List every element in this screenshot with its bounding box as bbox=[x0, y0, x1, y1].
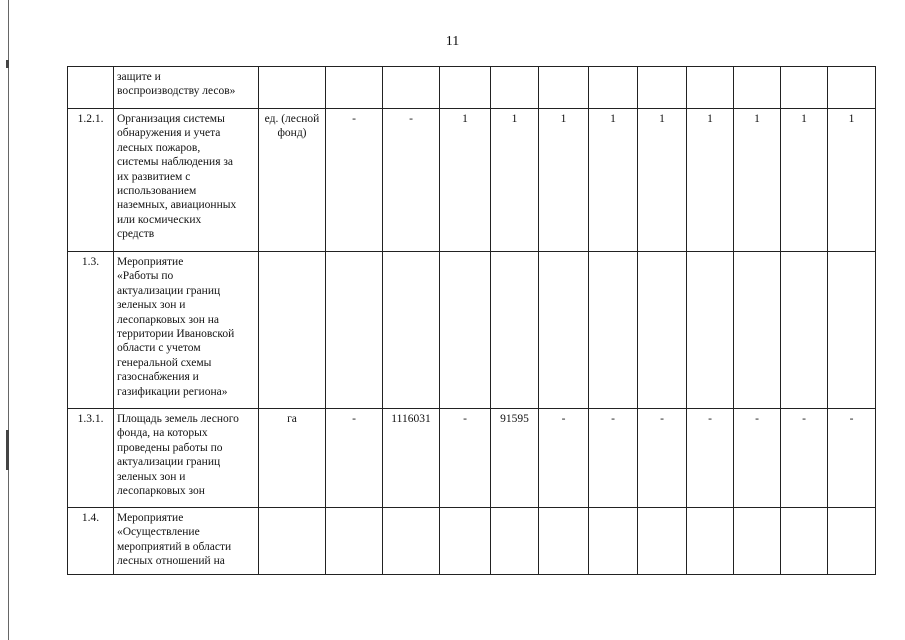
value-cell bbox=[828, 67, 876, 109]
value-cell bbox=[383, 67, 440, 109]
indicators-table bbox=[67, 66, 876, 575]
value-cell bbox=[383, 252, 440, 409]
binding-edge-line bbox=[8, 0, 9, 640]
value-cell bbox=[589, 508, 638, 575]
row-number: 1.3. bbox=[68, 252, 114, 409]
value-cell bbox=[326, 508, 383, 575]
value-cell bbox=[440, 67, 491, 109]
row-title: Площадь земель лесного фонда, на которых проведены работы по актуализации границ зеленых зон и лесопарковых зон bbox=[114, 409, 259, 508]
row-number: 1.2.1. bbox=[68, 109, 114, 252]
row-title: защите и воспроизводству лесов» bbox=[114, 67, 259, 109]
value-cell: 1 bbox=[440, 109, 491, 252]
table-row bbox=[68, 508, 876, 575]
value-cell: 91595 bbox=[491, 409, 539, 508]
value-cell bbox=[781, 252, 828, 409]
row-unit: га bbox=[259, 409, 326, 508]
table-row bbox=[68, 109, 876, 252]
value-cell: 1 bbox=[589, 109, 638, 252]
value-cell: - bbox=[687, 409, 734, 508]
value-cell bbox=[589, 252, 638, 409]
row-title: Мероприятие «Работы по актуализации границ зеленых зон и лесопарковых зон на территории Ивановской области с учетом генеральной схемы газоснабжения и газификации региона» bbox=[114, 252, 259, 409]
value-cell: 1 bbox=[491, 109, 539, 252]
row-unit bbox=[259, 508, 326, 575]
value-cell bbox=[638, 67, 687, 109]
value-cell bbox=[491, 252, 539, 409]
value-cell bbox=[440, 252, 491, 409]
value-cell bbox=[589, 67, 638, 109]
value-cell: - bbox=[734, 409, 781, 508]
row-unit bbox=[259, 67, 326, 109]
value-cell: - bbox=[638, 409, 687, 508]
value-cell: - bbox=[440, 409, 491, 508]
value-cell bbox=[440, 508, 491, 575]
value-cell bbox=[491, 508, 539, 575]
value-cell bbox=[781, 508, 828, 575]
value-cell bbox=[687, 67, 734, 109]
value-cell bbox=[539, 508, 589, 575]
value-cell bbox=[828, 508, 876, 575]
value-cell bbox=[687, 508, 734, 575]
value-cell: - bbox=[326, 409, 383, 508]
value-cell bbox=[781, 67, 828, 109]
value-cell: - bbox=[383, 109, 440, 252]
value-cell bbox=[539, 252, 589, 409]
value-cell bbox=[383, 508, 440, 575]
value-cell bbox=[491, 67, 539, 109]
table-row bbox=[68, 67, 876, 109]
value-cell bbox=[326, 252, 383, 409]
value-cell: 1 bbox=[734, 109, 781, 252]
row-number: 1.3.1. bbox=[68, 409, 114, 508]
value-cell: - bbox=[589, 409, 638, 508]
value-cell: 1 bbox=[828, 109, 876, 252]
value-cell: - bbox=[781, 409, 828, 508]
row-number bbox=[68, 67, 114, 109]
value-cell: 1 bbox=[781, 109, 828, 252]
value-cell: - bbox=[828, 409, 876, 508]
row-title: Организация системы обнаружения и учета лесных пожаров, системы наблюдения за их развитием с использованием наземных, авиационных или космических средств bbox=[114, 109, 259, 252]
value-cell: - bbox=[326, 109, 383, 252]
value-cell bbox=[638, 508, 687, 575]
row-title: Мероприятие «Осуществление мероприятий в области лесных отношений на bbox=[114, 508, 259, 575]
value-cell: 1116031 bbox=[383, 409, 440, 508]
row-unit bbox=[259, 252, 326, 409]
value-cell bbox=[828, 252, 876, 409]
value-cell bbox=[734, 252, 781, 409]
value-cell bbox=[687, 252, 734, 409]
value-cell bbox=[326, 67, 383, 109]
table-row bbox=[68, 409, 876, 508]
value-cell bbox=[734, 67, 781, 109]
binding-mark bbox=[6, 430, 9, 470]
value-cell: 1 bbox=[638, 109, 687, 252]
row-unit: ед. (лесной фонд) bbox=[259, 109, 326, 252]
table-row bbox=[68, 252, 876, 409]
row-number: 1.4. bbox=[68, 508, 114, 575]
binding-mark bbox=[6, 60, 9, 68]
value-cell: - bbox=[539, 409, 589, 508]
page-number: 11 bbox=[445, 34, 460, 49]
value-cell bbox=[539, 67, 589, 109]
value-cell bbox=[638, 252, 687, 409]
value-cell: 1 bbox=[539, 109, 589, 252]
value-cell bbox=[734, 508, 781, 575]
value-cell: 1 bbox=[687, 109, 734, 252]
